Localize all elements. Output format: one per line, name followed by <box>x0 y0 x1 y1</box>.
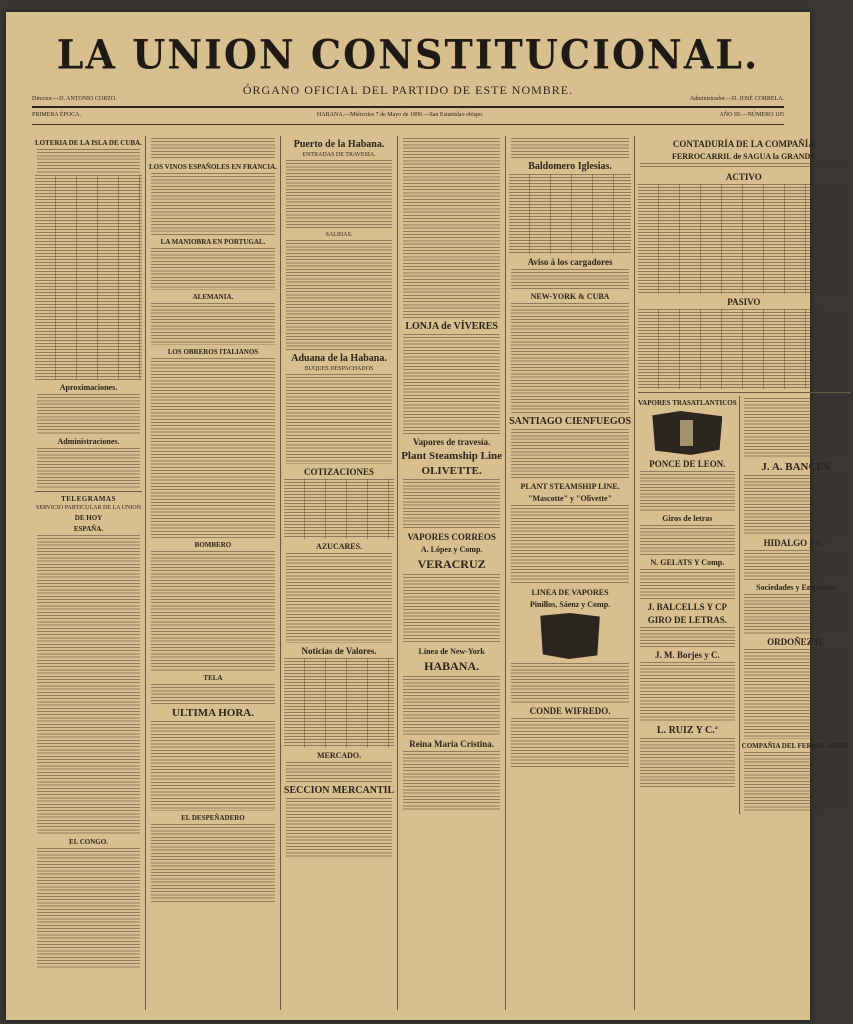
compania-ferrocarril-heading: COMPAÑIA DEL FERROCARRIL <box>741 742 850 750</box>
bances-heading: J. A. BANCES <box>761 461 830 473</box>
balcells-heading: J. BALCELLS Y CP <box>647 602 728 612</box>
hoy-heading: DE HOY <box>74 514 103 522</box>
administrador-label: Administrador.—D. JOSÉ CORRELA. <box>689 96 784 102</box>
dateline-bar <box>32 112 784 118</box>
dateline-rule <box>32 124 784 125</box>
cotizaciones-heading: COTIZACIONES <box>304 467 375 477</box>
valores-heading: Noticias de Valores. <box>301 646 377 656</box>
gelats-heading: N. GELATS Y Comp. <box>650 558 725 567</box>
newspaper-page <box>6 12 850 1020</box>
new-york-line-heading: Línea de New-York <box>418 647 485 656</box>
giro-letras-heading: GIRO DE LETRAS. <box>647 615 727 625</box>
ponce-leon-heading: PONCE DE LEON. <box>649 459 726 469</box>
entradas-heading: ENTRADAS DE TRAVESIA. <box>302 152 376 158</box>
news-heading-2: LA MANIOBRA EN PORTUGAL. <box>160 238 266 246</box>
ship-flag-image <box>539 613 601 659</box>
salidas-heading: SALIDAS. <box>325 232 353 238</box>
lottery-intro-text <box>37 149 140 173</box>
santiago-heading: SANTIAGO CIENFUEGOS <box>509 416 632 427</box>
telegramas-subheading: SERVICIO PARTICULAR DE LA UNION <box>36 505 141 511</box>
epoca-label: PRIMERA ÉPOCA. <box>32 112 82 118</box>
column-ads <box>635 136 853 1010</box>
staff-line <box>32 96 784 102</box>
vapores-correos-heading: VAPORES CORREOS <box>407 532 496 542</box>
seccion-mercantil-heading: SECCION MERCANTIL <box>283 785 395 796</box>
aviso-heading: Aviso á los cargadores <box>527 257 613 267</box>
azucares-heading: AZUCARES. <box>316 542 363 551</box>
news-heading-3: ALEMANIA. <box>192 293 234 301</box>
masthead-rule <box>32 106 784 108</box>
ordonez-heading: ORDOÑEZ H. <box>767 637 825 647</box>
baldomero-heading: Baldomero Iglesias. <box>528 161 612 172</box>
giros-heading: Giros de letras <box>662 514 713 523</box>
telegram-text <box>37 535 140 835</box>
newspaper-title: LA UNION CONSTITUCIONAL. <box>56 30 760 79</box>
column-port <box>281 136 398 1010</box>
pasivo-heading: PASIVO <box>727 297 761 307</box>
mascotte-heading: "Mascotte" y "Olivette" <box>528 494 613 503</box>
congo-heading: EL CONGO. <box>69 838 108 846</box>
plant-steamship-heading: PLANT STEAMSHIP LINE. <box>520 482 620 491</box>
borjes-heading: J. M. Borjes y C. <box>654 650 720 660</box>
lottery-table <box>35 175 142 380</box>
buques-heading: BUQUES DESPACHADOS <box>304 366 374 372</box>
reina-maria-cristina-heading: Reina Maria Cristina. <box>409 739 494 749</box>
port-heading: Puerto de la Habana. <box>293 139 385 150</box>
telegramas-heading: TELEGRAMAS <box>61 495 116 503</box>
vapores-travesia-heading: Vapores de travesía. <box>413 437 491 447</box>
ship-flag-image-2 <box>652 411 722 455</box>
conde-wifredo-heading: CONDE WIFREDO. <box>529 706 611 716</box>
habana-heading: HABANA. <box>424 659 480 673</box>
columns-area <box>32 136 850 1010</box>
issue-number: AÑO III.—NÚMERO 105 <box>719 112 784 118</box>
aproximaciones-heading: Aproximaciones. <box>59 383 118 392</box>
lottery-heading: LOTERIA DE LA ISLA DE CUBA. <box>35 139 142 147</box>
vapores-trasatlanticos-heading: VAPORES TRASATLANTICOS <box>638 399 737 407</box>
mercado-heading: MERCADO. <box>316 751 362 760</box>
newspaper-subtitle: ÓRGANO OFICIAL DEL PARTIDO DE ESTE NOMBRE. <box>242 83 574 97</box>
news-heading-4: LOS OBREROS ITALIANOS <box>167 348 259 356</box>
aduana-heading: Aduana de la Habana. <box>291 353 387 364</box>
plant-line-heading: Plant Steamship Line <box>401 450 503 462</box>
administraciones-text <box>37 448 140 488</box>
sociedades-heading: Sociedades y Empresas <box>756 583 836 592</box>
veracruz-heading: VERACRUZ <box>417 557 486 571</box>
contaduria-heading: CONTADURÍA DE LA COMPAÑÍA <box>672 139 815 149</box>
ruiz-heading: L. RUIZ Y C.ª <box>656 725 718 736</box>
activo-heading: ACTIVO <box>725 172 762 182</box>
column-news <box>146 136 281 1010</box>
dateline: HABANA.—Miércoles 7 de Mayo de 1890.—San Estanislao obispo. <box>316 112 484 118</box>
pinillos-heading: Pinillos, Sáenz y Comp. <box>529 600 611 609</box>
aproximaciones-text <box>37 394 140 434</box>
espana-heading: ESPAÑA. <box>73 525 104 533</box>
ny-cuba-heading: NEW-YORK & CUBA <box>530 292 610 301</box>
olivette-heading: OLIVETTE. <box>421 465 482 477</box>
hidalgo-heading: HIDALGO y C.ª <box>763 538 828 548</box>
ultima-hora-heading: ULTIMA HORA. <box>171 707 254 719</box>
news-heading-1: LOS VINOS ESPAÑOLES EN FRANCIA. <box>148 163 277 171</box>
administraciones-heading: Administraciones. <box>57 437 120 446</box>
congo-text <box>37 848 140 968</box>
column-lottery <box>32 136 146 1010</box>
lopez-heading: A. López y Comp. <box>420 545 483 554</box>
lonja-heading: LONJA de VÍVERES <box>405 321 498 332</box>
director-label: Director.—D. ANTONIO CORZO. <box>32 96 117 102</box>
column-shipping <box>398 136 506 1010</box>
news-heading-6: TELA <box>203 674 223 682</box>
news-heading-5: BOMBERO <box>194 541 232 549</box>
column-steamship <box>506 136 635 1010</box>
masthead <box>6 32 810 98</box>
ferrocarril-heading: FERROCARRIL de SAGUA la GRANDE <box>672 152 816 161</box>
linea-vapores-heading: LINEA DE VAPORES <box>531 588 609 597</box>
news-heading-8: EL DESPEÑADERO <box>181 814 245 822</box>
